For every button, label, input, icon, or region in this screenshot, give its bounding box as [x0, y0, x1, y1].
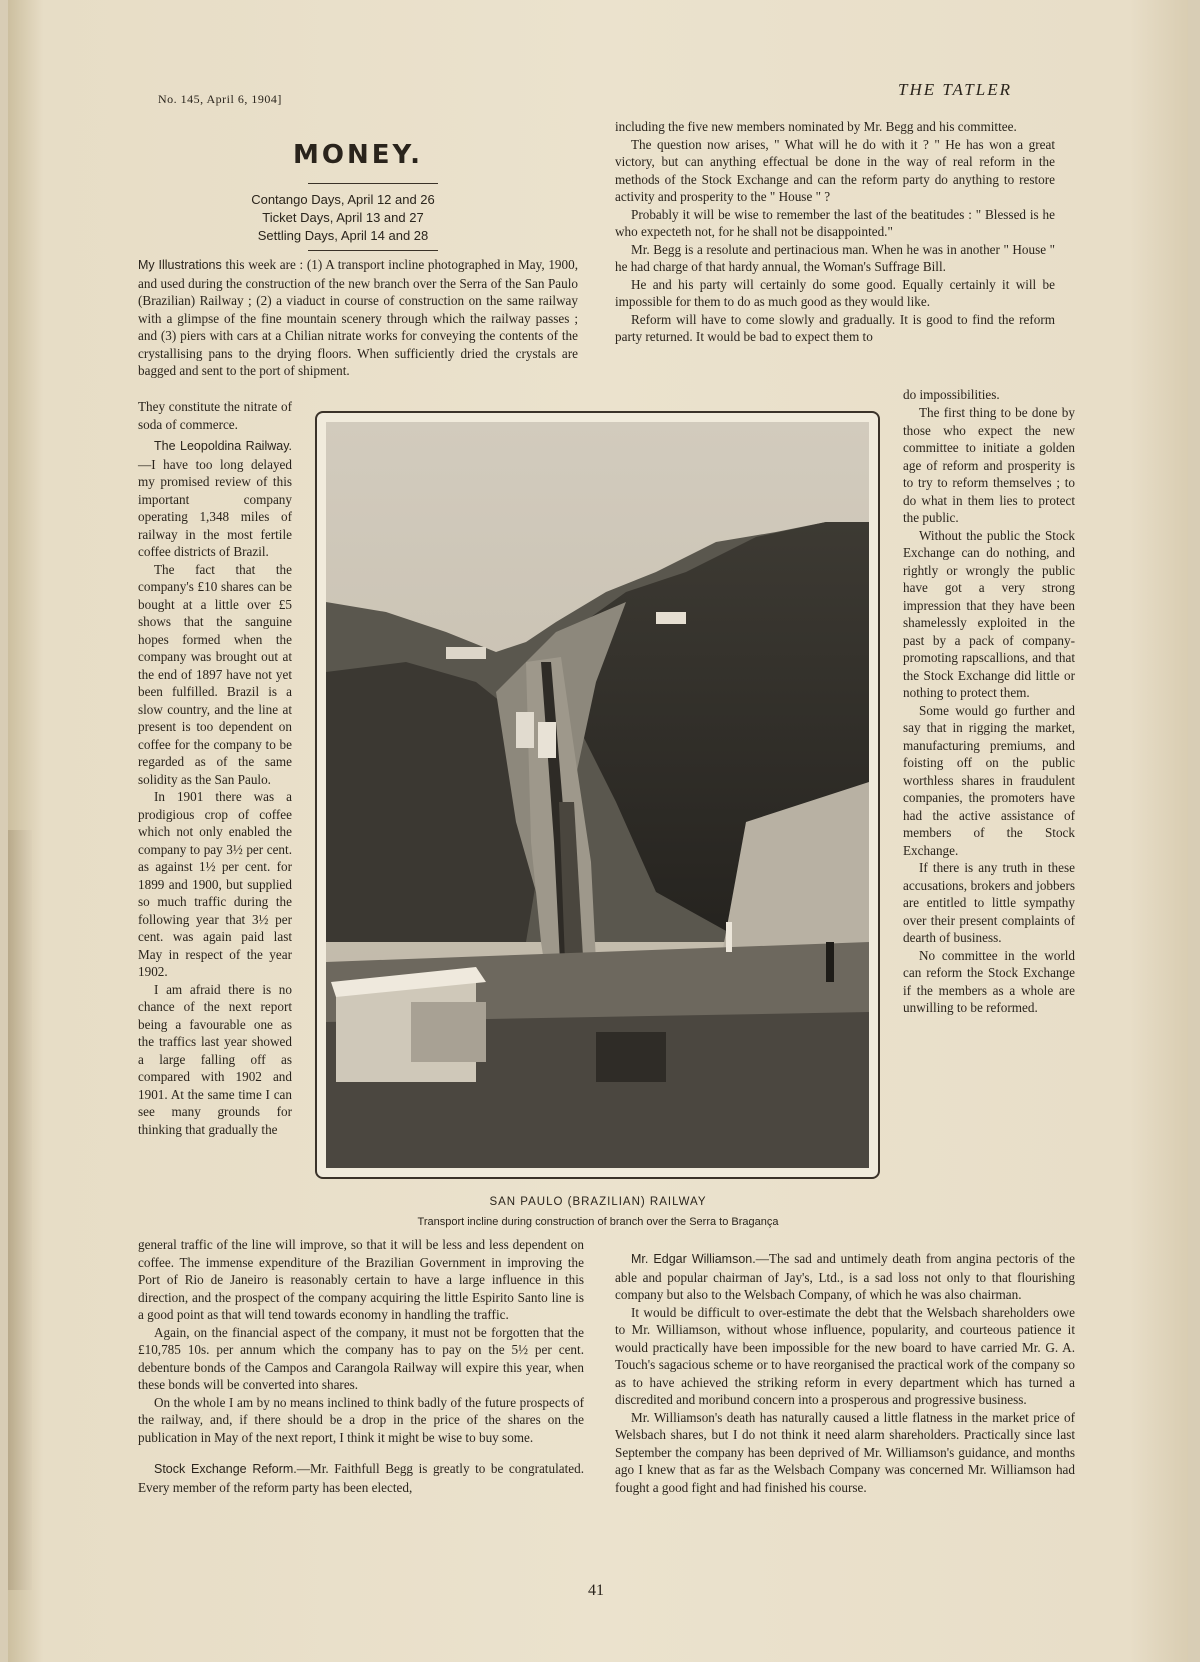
prospects-paragraph: On the whole I am by no means inclined to think badly of the future prospects of the railway, and, if there should be a drop in the price of the shares on the publication in May of the next report, I think it might be wise to buy some. [138, 1394, 584, 1445]
contango-days: Contango Days, April 12 and 26 [251, 192, 435, 207]
railway-photo [326, 422, 869, 1168]
financial-paragraph: Again, on the financial aspect of the company, it must not be forgotten that the £10,785 10s. per annum which the company has to pay on the 5½ per cent. debenture bonds of the Campos and Carangola Railway will expire this year, when these bonds will be converted into shares. [138, 1324, 584, 1392]
leopoldina-lead: The Leopoldina Railway. [154, 439, 292, 453]
photo-caption-subtitle: Transport incline during construction of branch over the Serra to Bragança [417, 1216, 779, 1228]
williamson-lead: Mr. Edgar Williamson. [631, 1252, 756, 1266]
reform-column-top [615, 118, 1055, 346]
report-paragraph: I am afraid there is no chance of the next report being a favourable one as the traffics last year showed a large falling off as compared with 1902 and 1901. At the same time I can see many grounds for thinking that gradually the [138, 981, 292, 1137]
leopoldina-column-bottom [138, 1236, 584, 1496]
further-paragraph: Some would go further and say that in rigging the market, manufacturing premiums, and foisting off on the public worthless shares in fraudulent companies, the promoters have had the active assistance of members of the Stock Exchange. [903, 702, 1075, 858]
illustrations-paragraph [138, 256, 578, 380]
page-number: 41 [588, 1582, 604, 1599]
settling-days: Settling Days, April 14 and 28 [257, 228, 429, 243]
shares-paragraph: The fact that the company's £10 shares can be bought at a little over £5 shows that the sanguine hopes formed when the company was brought out at the end of 1897 have not yet been fulfilled. Brazil is a slow country, and the line at present is too dependent on coffee for the company to be regarded as of the same solidity as the San Paulo. [138, 561, 292, 787]
magazine-name: THE TATLER [898, 80, 1012, 99]
days-rule [308, 250, 438, 251]
stock-exchange-reform-lead: Stock Exchange Reform. [154, 1462, 297, 1476]
photo-caption-title: SAN PAULO (BRAZILIAN) RAILWAY [489, 1196, 707, 1208]
leopoldina-column [138, 398, 292, 1138]
party-paragraph: He and his party will certainly do some good. Equally certainly it will be impossible for them to do as much good as they would like. [615, 276, 1055, 309]
question-paragraph: The question now arises, " What will he do with it ? " He has won a great victory, but can anything effectual be done in the way of real reform in the methods of the Stock Exchange and can the reform party do anything to restore activity and prosperity to the " House " ? [615, 136, 1055, 204]
welsbach-debt-paragraph: It would be difficult to over-estimate the debt that the Welsbach shareholders owe to Mr. Williamson, without whose influence, popularity, and courteous patience it would practically have been impossible for the new board to have carried Mr. G. A. Touch's sagacious scheme or to have reorganised the practical work of the company so as to have achieved the striking reform in every department which has turned a discredited and moribund concern into a prosperous and progressive business. [615, 1304, 1075, 1407]
stock-exchange-reform-text: —Mr. Faithfull Begg is greatly to be congratulated. Every member of the reform party has been elected, [138, 1461, 584, 1495]
title-rule [308, 183, 438, 184]
beatitudes-paragraph: Probably it will be wise to remember the last of the beatitudes : " Blessed is he who expecteth not, for he shall not be disappointed." [615, 206, 1055, 239]
begg-paragraph: Mr. Begg is a resolute and pertinacious man. When he was in another " House " he had charge of that hardy annual, the Woman's Suffrage Bill. [615, 241, 1055, 274]
ticket-days: Ticket Days, April 13 and 27 [262, 210, 424, 225]
slowly-paragraph: Reform will have to come slowly and gradually. It is good to find the reform party returned. It would be bad to expect them to [615, 311, 1055, 344]
leopoldina-text: —I have too long delayed my promised review of this important company operating 1,348 miles of railway in the most fertile coffee districts of Brazil. [138, 456, 292, 559]
illustrations-lead: My Illustrations [138, 258, 222, 272]
newspaper-page [8, 0, 1188, 1662]
nitrate-text: They constitute the nitrate of soda of commerce. [138, 399, 292, 432]
public-paragraph: Without the public the Stock Exchange can do nothing, and rightly or wrongly the public have got a very strong impression that they have been shamelessly exploited in the past by a pack of company-promoting rapscallions, and that the Stock Exchange did little or nothing to protect them. [903, 527, 1075, 700]
page-title: MONEY. [293, 140, 423, 170]
reform-column-right [903, 404, 1075, 1017]
torn-page-edge [8, 830, 32, 1590]
impossibilities-line: do impossibilities. [903, 387, 1000, 402]
issue-line: No. 145, April 6, 1904] [158, 92, 282, 106]
photo-frame [315, 411, 880, 1179]
first-thing-paragraph: The first thing to be done by those who expect the new committee to initiate a golden age of reform and prosperity is to try to reform themselves ; to do what in them lies to protect the public. [903, 405, 1075, 525]
williamson-column [615, 1250, 1075, 1496]
welsbach-shares-paragraph: Mr. Williamson's death has naturally caused a little flatness in the market price of Welsbach shares, but I do not think it need alarm shareholders. Practically since last September the company has been deprived of Mr. Williamson's guidance, and months ago I knew that as far as the Welsbach Company was concerned Mr. Williamson had fought a good fight and had finished his course. [615, 1409, 1075, 1495]
accusations-paragraph: If there is any truth in these accusations, brokers and jobbers are entitled to little sympathy over their present complaints of dearth of business. [903, 860, 1075, 945]
illustrations-text: this week are : (1) A transport incline photographed in May, 1900, and used during the construction of the new branch over the Serra of the San Paulo (Brazilian) Railway ; (2) a viaduct in course of construction on the same railway with a glimpse of the fine mountain scenery through which the railway passes ; and (3) piers with cars at a Chilian nitrate works for conveying the contents of the crystallising pans to the drying floors. When sufficiently dried the crystals are bagged and sent to the port of shipment. [138, 257, 579, 378]
williamson-text: —The sad and untimely death from angina pectoris of the able and popular chairman of Jay's, Ltd., is a sad loss not only to that flourishing company but also to the Welsbach Company, of which he was also chairman. [615, 1251, 1075, 1302]
committee-paragraph: No committee in the world can reform the Stock Exchange if the members as a whole are unwilling to be reformed. [903, 947, 1075, 1015]
traffic-paragraph: general traffic of the line will improve, so that it will be less and less dependent on coffee. The immense expenditure of the Brazilian Government in improving the Port of Rio de Janeiro is reasonably certain to have a large influence in this direction, and the prospect of the company acquiring the little Espirito Santo line is a good point as that will tend towards economy in handling the traffic. [138, 1237, 584, 1322]
coffee-crop-paragraph: In 1901 there was a prodigious crop of coffee which not only enabled the company to pay 3½ per cent. as against 1½ per cent. for 1899 and 1900, but supplied so much traffic during the following year that 3½ per cent. was again paid last May in respect of the year 1902. [138, 789, 292, 979]
reform-continuation: including the five new members nominated by Mr. Begg and his committee. [615, 119, 1017, 134]
